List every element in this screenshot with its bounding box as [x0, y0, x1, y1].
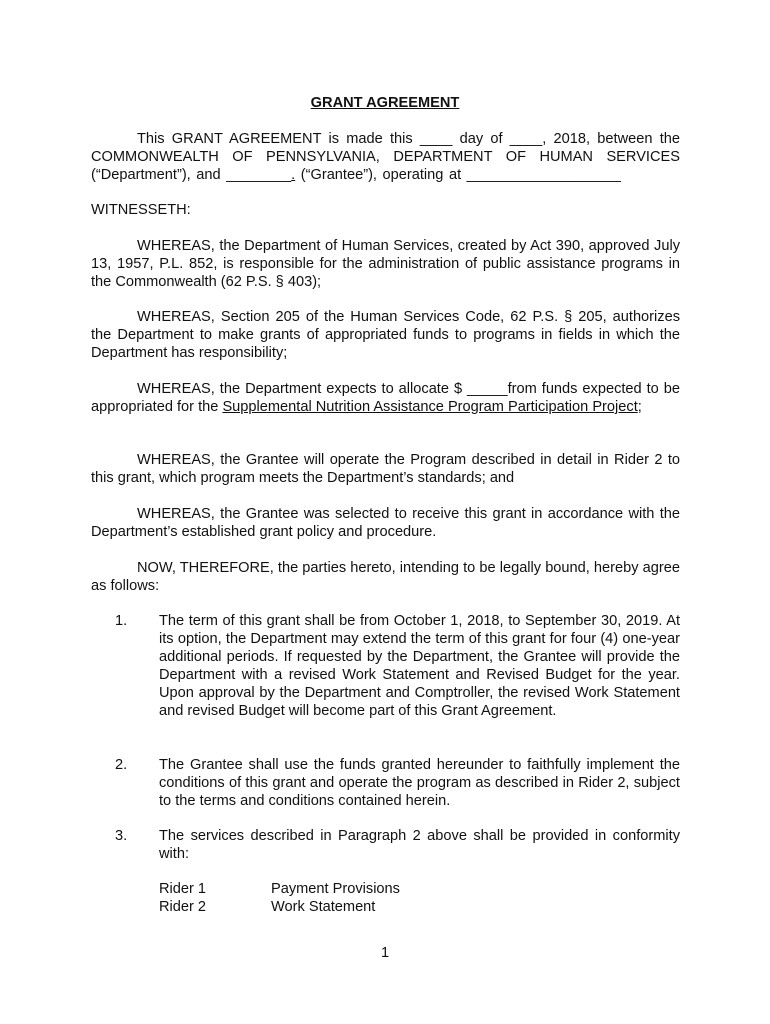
program-name: Supplemental Nutrition Assistance Program Participation Project [222, 399, 638, 415]
item-text: The Grantee shall use the funds granted hereunder to faithfully implement the conditions of this grant and operate the program as described in Rider 2, subject to the terms and conditions contained herein. [159, 757, 680, 809]
document-title: GRANT AGREEMENT [310, 95, 460, 111]
rider-description: Work Statement [271, 899, 376, 915]
whereas-paragraph-2: WHEREAS, Section 205 of the Human Services Code, 62 P.S. § 205, authorizes the Department to make grants of appropriated funds to programs in fields in which the Department has responsibility; [91, 309, 680, 361]
intro-paragraph [91, 130, 680, 184]
whereas-paragraph-4: WHEREAS, the Grantee will operate the Program described in detail in Rider 2 to this grant, which program meets the Department’s standards; and [91, 452, 680, 486]
now-therefore-paragraph: NOW, THEREFORE, the parties hereto, intending to be legally bound, hereby agree as follows: [91, 560, 680, 594]
item-number: 3. [115, 828, 128, 844]
witnesseth-heading: WITNESSETH: [91, 202, 191, 218]
item-number: 1. [115, 613, 128, 629]
page-number: 1 [380, 945, 390, 961]
whereas-paragraph-3: WHEREAS, the Department expects to allocate $ _____from funds expected to be appropriated for the Supplemental Nutrition Assistance Program Participation Project; [91, 381, 680, 415]
item-number: 2. [115, 757, 128, 773]
rider-name: Rider 2 [159, 899, 207, 915]
intro-line-2: COMMONWEALTH OF PENNSYLVANIA, DEPARTMENT OF HUMAN SERVICES [91, 149, 680, 165]
rider-description: Payment Provisions [271, 881, 400, 897]
item-text: The term of this grant shall be from October 1, 2018, to September 30, 2019. At its option, the Department may extend the term of this grant for four (4) one-year additional periods. If requested by the Department, the Grantee will provide the Department with a revised Work Statement and Revised Budget for the year. Upon approval by the Department and Comptroller, the revised Work Statement and revised Budget will become part of this Grant Agreement. [159, 613, 680, 719]
item-text: The services described in Paragraph 2 above shall be provided in conformity with: [159, 828, 680, 862]
whereas-paragraph-1: WHEREAS, the Department of Human Services, created by Act 390, approved July 13, 1957, P.L. 852, is responsible for the administration of public assistance programs in the Commonwealth (62 P.S. § 403); [91, 238, 680, 290]
whereas-paragraph-5: WHEREAS, the Grantee was selected to receive this grant in accordance with the Department’s established grant policy and procedure. [91, 506, 680, 540]
rider-name: Rider 1 [159, 881, 207, 897]
intro-line-1: This GRANT AGREEMENT is made this ____ day of ____, 2018, between the [137, 131, 680, 147]
intro-line-3: (“Department”), and ________. (“Grantee”), operating at ___________________ [91, 167, 621, 183]
